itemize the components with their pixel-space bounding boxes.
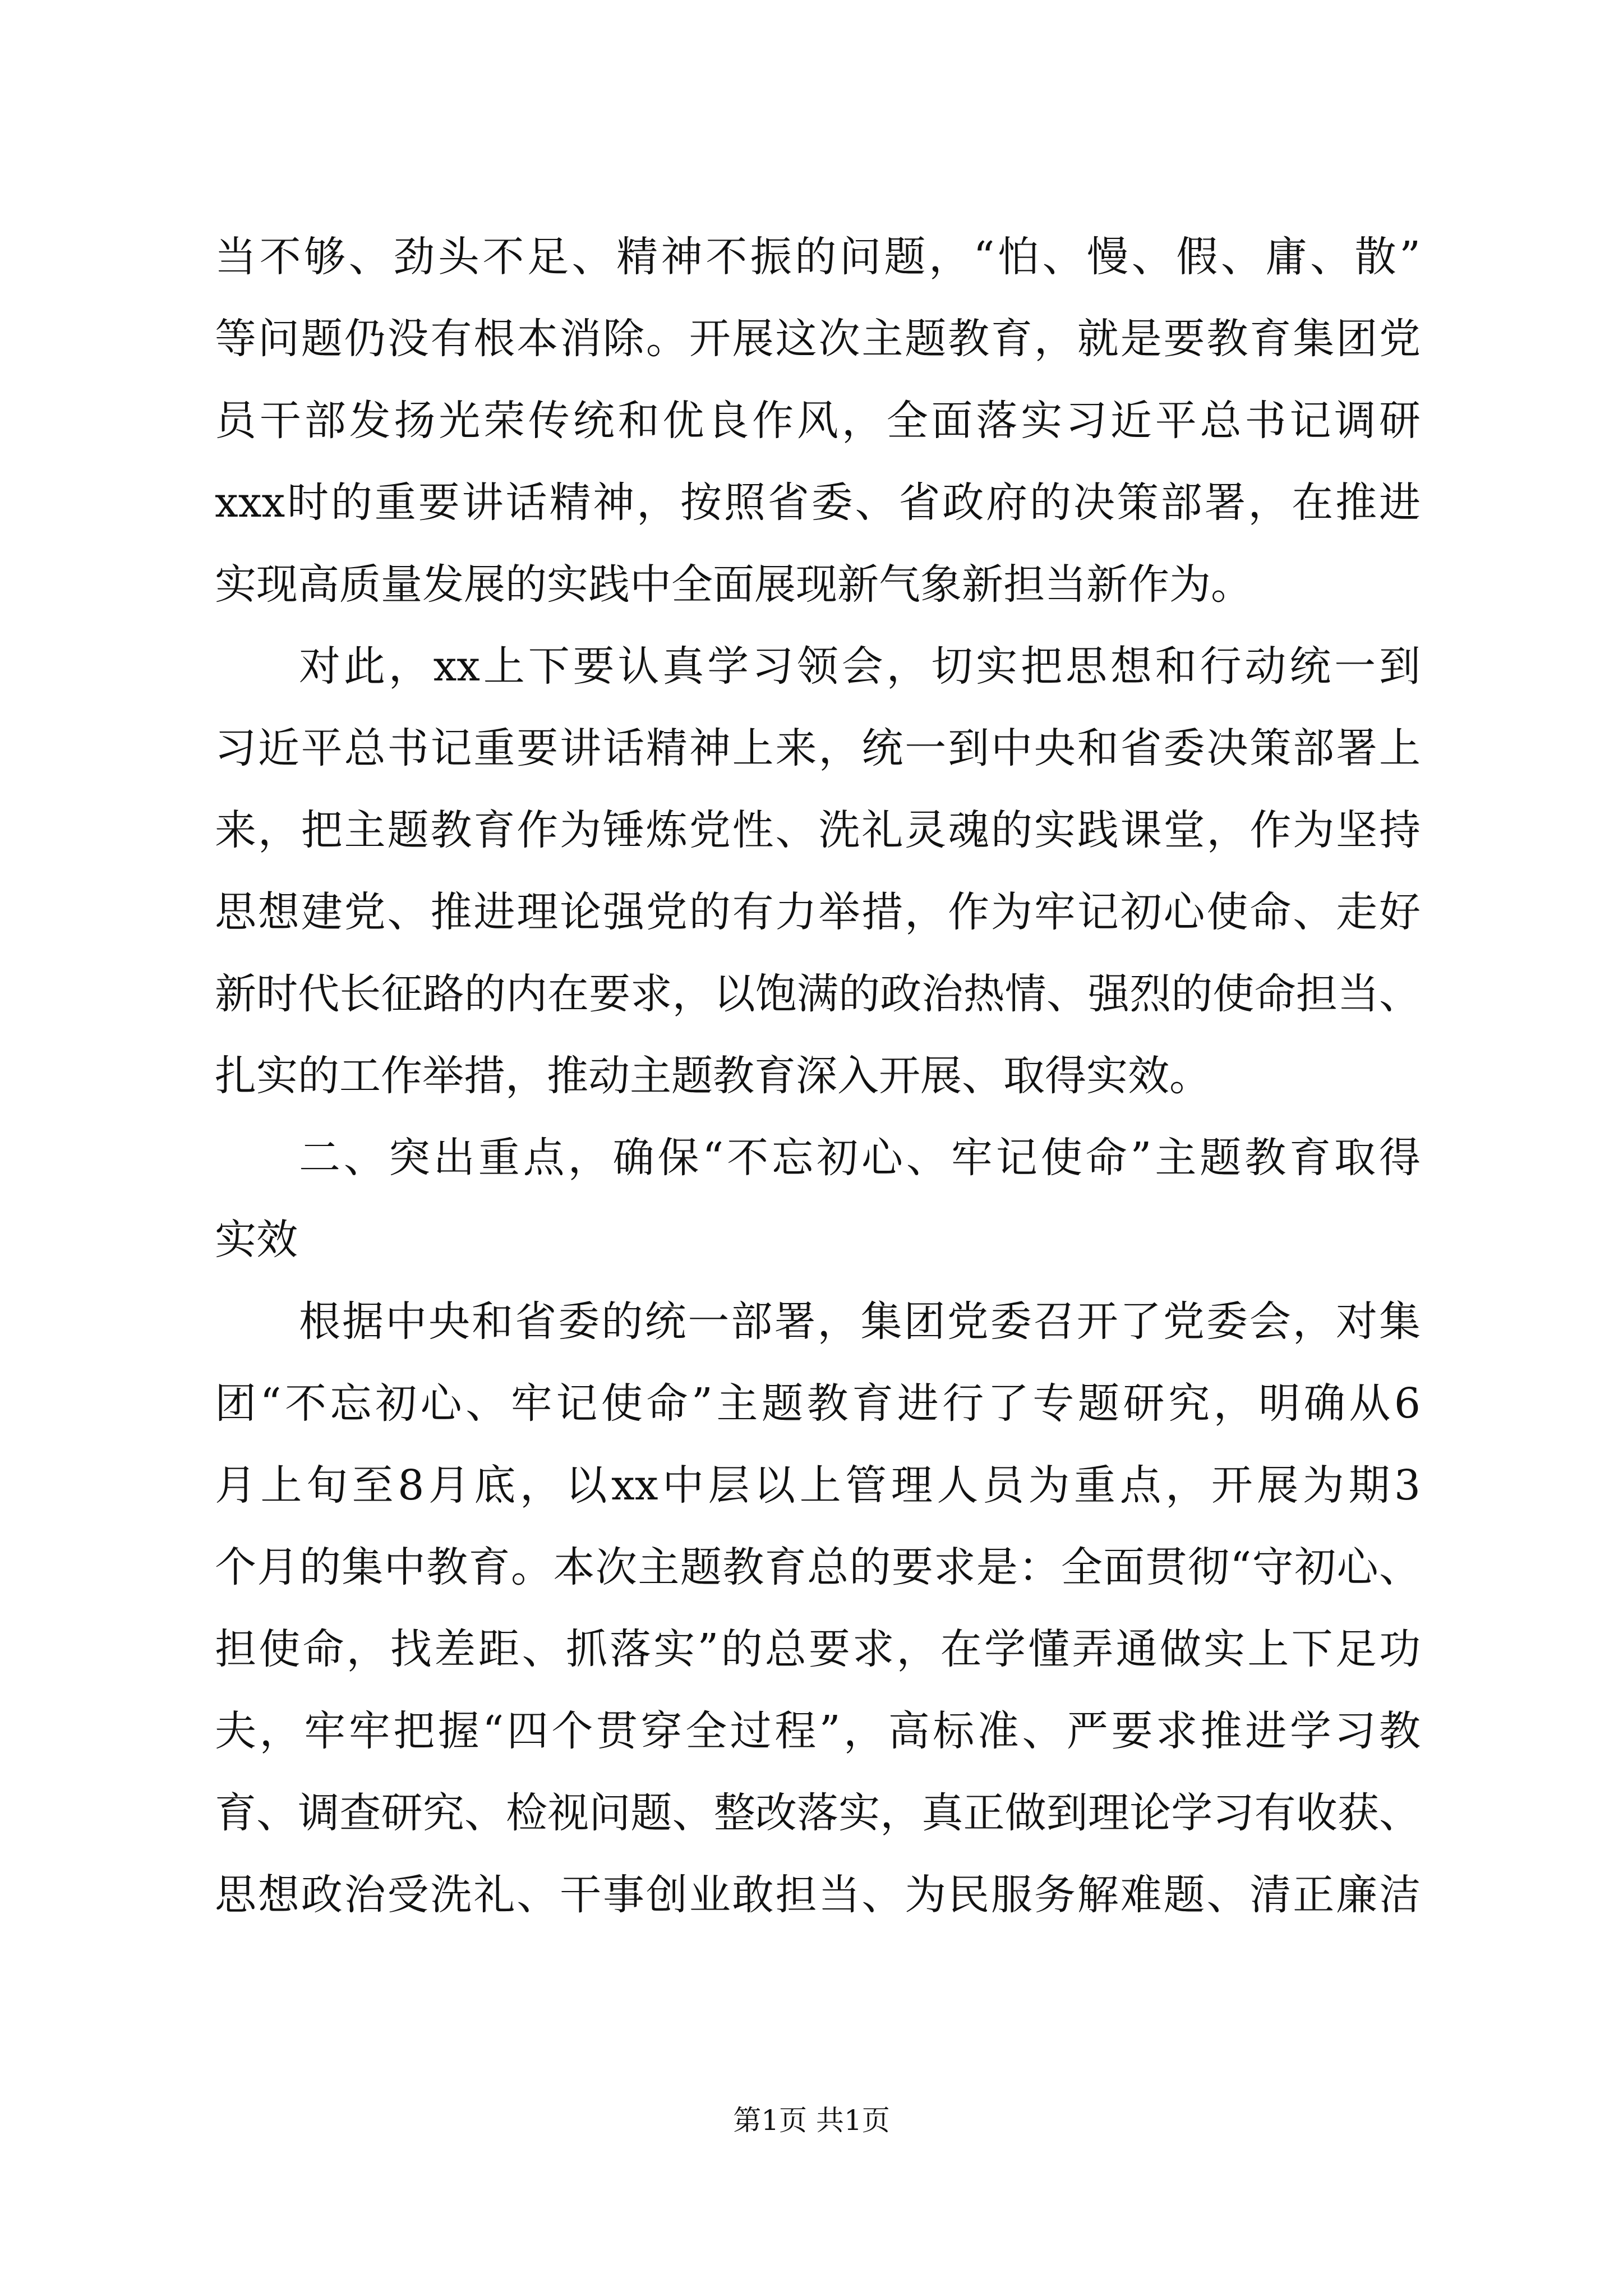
text-line: 新时代长征路的内在要求，以饱满的政治热情、强烈的使命担当、 xyxy=(215,970,1421,1018)
section-heading: 二、突出重点，确保“不忘初心、牢记使命”主题教育取得 xyxy=(299,1134,1421,1182)
text-line: 扎实的工作举措，推动主题教育深入开展、取得实效。 xyxy=(215,1052,1211,1100)
page-number-footer: 第1页 共1页 xyxy=(733,2104,890,2137)
document-body xyxy=(215,216,1421,1936)
text-line: 个月的集中教育。本次主题教育总的要求是：全面贯彻“守初心、 xyxy=(215,1543,1421,1591)
text-line: xxx时的重要讲话精神，按照省委、省政府的决策部署，在推进 xyxy=(215,478,1421,527)
text-line: 月上旬至8月底，以xx中层以上管理人员为重点，开展为期3 xyxy=(215,1461,1421,1510)
text-line: 育、调查研究、检视问题、整改落实，真正做到理论学习有收获、 xyxy=(215,1789,1421,1837)
section-heading-continued: 实效 xyxy=(215,1216,298,1264)
text-line: 夫，牢牢把握“四个贯穿全过程”，高标准、严要求推进学习教 xyxy=(215,1707,1421,1755)
text-line: 习近平总书记重要讲话精神上来，统一到中央和省委决策部署上 xyxy=(215,724,1421,772)
text-line: 团“不忘初心、牢记使命”主题教育进行了专题研究，明确从6 xyxy=(215,1379,1421,1428)
paragraph-first-line: 根据中央和省委的统一部署，集团党委召开了党委会，对集 xyxy=(299,1297,1421,1346)
text-line: 员干部发扬光荣传统和优良作风，全面落实习近平总书记调研 xyxy=(215,397,1421,445)
text-line: 思想建党、推进理论强党的有力举措，作为牢记初心使命、走好 xyxy=(215,888,1421,936)
text-line: 来，把主题教育作为锤炼党性、洗礼灵魂的实践课堂，作为坚持 xyxy=(215,806,1421,854)
paragraph-first-line: 对此，xx上下要认真学习领会，切实把思想和行动统一到 xyxy=(299,642,1421,691)
text-line: 思想政治受洗礼、干事创业敢担当、为民服务解难题、清正廉洁 xyxy=(215,1871,1421,1919)
text-line: 当不够、劲头不足、精神不振的问题，“怕、慢、假、庸、散” xyxy=(215,233,1421,281)
text-line: 担使命，找差距、抓落实”的总要求，在学懂弄通做实上下足功 xyxy=(215,1625,1421,1673)
text-line: 实现高质量发展的实践中全面展现新气象新担当新作为。 xyxy=(215,560,1252,609)
text-line: 等问题仍没有根本消除。开展这次主题教育，就是要教育集团党 xyxy=(215,315,1421,363)
